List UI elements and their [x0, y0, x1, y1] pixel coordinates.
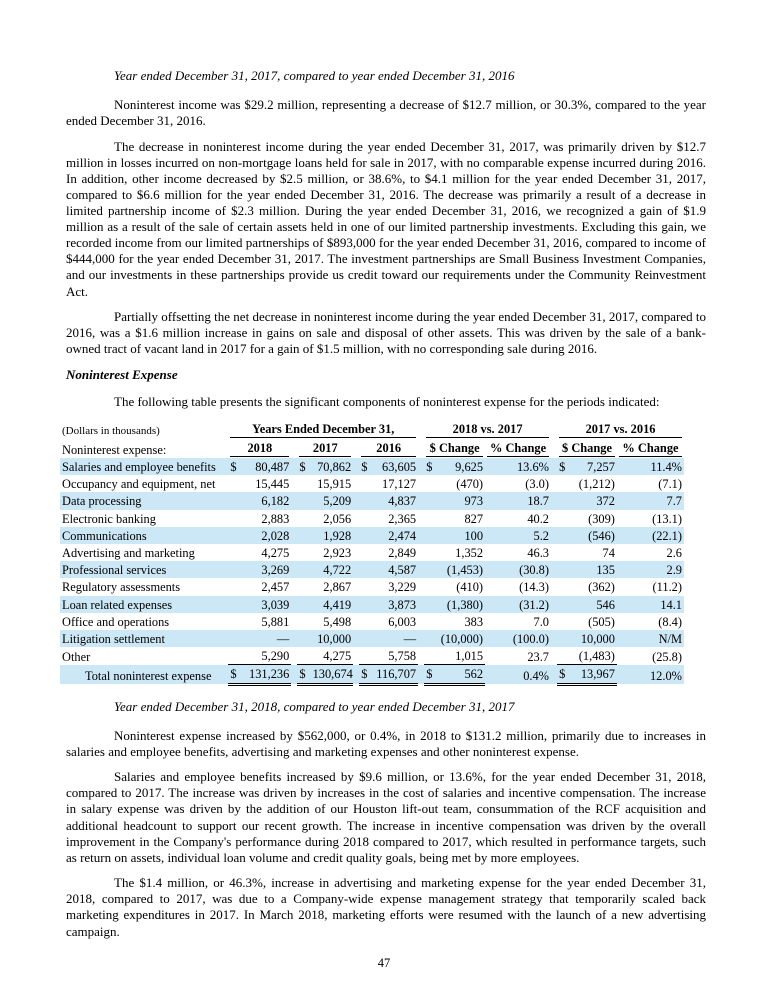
paragraph-advertising-increase: The $1.4 million, or 46.3%, increase in advertising and marketing expense for the year ended December 31, 2018, compared to 2017, was due to a Company-wide expense management strategy that temporarily scaled back marketing expenditures in 2017. In March 2018, marketing efforts were resumed with the launch of a new advertising campaign.: [66, 875, 706, 939]
group-2017-vs-2016-label: 2017 vs. 2016: [559, 422, 682, 438]
dollar-sign: [424, 527, 437, 544]
table-row: [60, 544, 684, 561]
table-row: [60, 613, 684, 630]
col-header-percent-change-1: [485, 439, 551, 458]
cell-dollar-change-1: (1,453): [437, 561, 485, 578]
dollar-sign: [557, 510, 570, 527]
dollar-sign: [297, 630, 310, 647]
row-label: Regulatory assessments: [62, 580, 181, 595]
dollar-sign: [359, 527, 372, 544]
cell-percent-change-2: 2.9: [617, 561, 684, 578]
cell-2017: 1,928: [311, 527, 354, 544]
paragraph-expense-increase: Noninterest expense increased by $562,000, or 0.4%, in 2018 to $131.2 million, primarily due to increases in salaries and employee benefits, advertising and marketing expenses and other noninterest expense.: [66, 727, 706, 759]
col-header-2017: [297, 439, 353, 458]
heading-2018-vs-2017: Year ended December 31, 2018, compared to year ended December 31, 2017: [114, 698, 515, 714]
cell-2017: 2,923: [323, 545, 352, 560]
cell-percent-change-2: (11.2): [652, 580, 682, 595]
cell-dollar-change-1: 9,625: [437, 458, 485, 475]
cell-percent-change-1: (100.0): [485, 630, 551, 647]
dollar-sign: [228, 561, 241, 578]
cell-2018: 2,457: [261, 580, 290, 595]
cell-2018: 4,275: [261, 545, 290, 560]
cell-dollar-change-2: (546): [570, 527, 617, 544]
row-label: Occupancy and equipment, net: [62, 477, 216, 492]
cell-dollar-change-1: 383: [464, 614, 484, 629]
cell-dollar-change-1: 1,015: [437, 647, 485, 665]
dollar-change-label: $ Change: [426, 441, 483, 457]
row-label: Data processing: [60, 492, 228, 509]
table-row: [60, 527, 684, 544]
dollar-sign: $: [359, 458, 372, 475]
paragraph-decrease-detail: The decrease in noninterest income during the year ended December 31, 2017, was primarily driven by $12.7 million in losses incurred on non-mortgage loans held for sale in 2017, with no comparable expense incurred during 2016. In addition, other income decreased by $2.5 million, or 38.6%, to $4.1 million for the year ended December 31, 2017, compared to $6.6 million for the year ended December 31, 2016. The decrease was primarily a result of a decrease in limited partnership income of $2.3 million. During the year ended December 31, 2016, we recognized a gain of $1.9 million as a result of the sale of certain assets held in one of our limited partnership investments. Excluding this gain, we recorded income from our limited partnerships of $893,000 for the year ended December 31, 2016, compared to income of $444,000 for the year ended December 31, 2017. The investment partnerships are Small Business Investment Companies, and our investments in these partnerships provide us credit toward our requirements under the Community Reinvestment Act.: [66, 138, 706, 299]
cell-2016: 63,605: [372, 458, 418, 475]
dollar-sign: [228, 596, 241, 613]
cell-2016: 3,229: [388, 580, 417, 595]
cell-percent-change-1: 5.2: [485, 527, 551, 544]
table-row: [60, 492, 684, 509]
dollar-sign: [228, 647, 241, 665]
cell-percent-change-2: (13.1): [652, 511, 682, 526]
paragraph-salaries-increase: Salaries and employee benefits increased by $9.6 million, or 13.6%, for the year ended December 31, 2018, compared to 2017. The increase was driven by increases in the cost of salaries and incentive compensation. The increase in salary expense was driven by the addition of our Houston lift-out team, consummation of the RCF acquisition and additional headcount to support our recent growth. The increase in incentive compensation was driven by the overall improvement in the Company's performance during 2018 compared to 2017, which resulted in performance targets, such as return on assets, individual loan volume and credit quality goals, being met by more employees.: [66, 769, 706, 865]
dollar-sign: [359, 630, 372, 647]
dollar-sign: [359, 544, 372, 561]
cell-2018: 5,290: [242, 647, 292, 665]
cell-2017: 130,674: [311, 665, 354, 684]
dollar-sign: [359, 613, 372, 630]
cell-2018: 3,039: [242, 596, 292, 613]
dollar-sign: [424, 561, 437, 578]
cell-dollar-change-1: (410): [456, 580, 484, 595]
percent-change-label: % Change: [619, 441, 682, 457]
dollar-sign: [557, 475, 570, 492]
row-label: Other: [62, 649, 91, 664]
dollar-sign: [297, 544, 310, 561]
cell-2017: 70,862: [311, 458, 354, 475]
cell-2016: —: [372, 630, 418, 647]
cell-2016: 116,707: [372, 665, 418, 684]
dollar-sign: [424, 647, 437, 665]
dollar-sign: [557, 492, 570, 509]
dollar-sign: [297, 492, 310, 509]
dollar-sign: [228, 475, 241, 492]
dollar-sign: [228, 492, 241, 509]
cell-2016: 2,849: [388, 545, 417, 560]
cell-2017: 5,498: [323, 614, 352, 629]
dollar-sign: $: [557, 665, 570, 684]
paragraph-partial-offset: Partially offsetting the net decrease in noninterest income during the year ended December 31, 2017, compared to 2016, was a $1.6 million increase in gains on sale and disposal of other assets. This was driven by the sale of a bank-owned tract of vacant land in 2017 for a gain of $1.5 million, with no corresponding sale during 2016.: [66, 309, 706, 357]
cell-dollar-change-2: (1,212): [578, 477, 615, 492]
dollar-sign: $: [424, 458, 437, 475]
cell-2018: 2,883: [261, 511, 290, 526]
table-row: [60, 510, 684, 527]
cell-2018: 15,445: [255, 477, 290, 492]
cell-percent-change-2: 12.0%: [617, 665, 684, 684]
cell-2018: 6,182: [242, 492, 292, 509]
cell-2016: 4,837: [372, 492, 418, 509]
table-row: [60, 578, 684, 595]
cell-dollar-change-2: 7,257: [570, 458, 617, 475]
cell-2018: 2,028: [242, 527, 292, 544]
cell-2018: 131,236: [242, 665, 292, 684]
cell-dollar-change-2: 546: [570, 596, 617, 613]
paragraph-table-intro: The following table presents the significant components of noninterest expense for the periods indicated:: [114, 393, 660, 409]
dollar-sign: [424, 492, 437, 509]
noninterest-expense-table: [60, 420, 684, 686]
table-note: (Dollars in thousands): [62, 424, 160, 437]
page-content: [62, 68, 706, 949]
col-header-dollar-change-2: [557, 439, 617, 458]
cell-2016: 2,474: [372, 527, 418, 544]
cell-dollar-change-2: 13,967: [570, 665, 617, 684]
dollar-sign: [297, 510, 310, 527]
cell-dollar-change-1: (1,380): [437, 596, 485, 613]
col-header-2016: [359, 439, 418, 458]
dollar-sign: [424, 544, 437, 561]
dollar-sign: [557, 578, 570, 595]
cell-2016: 2,365: [388, 511, 417, 526]
table-row: [60, 458, 684, 475]
dollar-sign: [297, 527, 310, 544]
page-number: 47: [377, 956, 391, 970]
table-row: [60, 596, 684, 613]
group-years-label: Years Ended December 31,: [230, 422, 416, 438]
dollar-sign: $: [557, 458, 570, 475]
dollar-sign: [359, 510, 372, 527]
cell-2016: 3,873: [372, 596, 418, 613]
cell-2017: 2,867: [323, 580, 352, 595]
row-label: Office and operations: [62, 614, 170, 629]
cell-2017: 5,209: [311, 492, 354, 509]
cell-percent-change-1: 0.4%: [485, 665, 551, 684]
dollar-sign: [359, 647, 372, 665]
row-label: Professional services: [60, 561, 228, 578]
cell-2018: 5,881: [261, 614, 290, 629]
dollar-sign: [424, 510, 437, 527]
dollar-sign: [297, 561, 310, 578]
table-column-header-row: [60, 439, 684, 458]
cell-percent-change-2: 11.4%: [617, 458, 684, 475]
cell-percent-change-1: 46.3: [527, 545, 549, 560]
cell-dollar-change-2: 74: [602, 545, 615, 560]
table-group-header-row: [60, 420, 684, 439]
cell-dollar-change-2: (362): [588, 580, 615, 595]
cell-dollar-change-1: 1,352: [455, 545, 484, 560]
table-row: [60, 647, 684, 665]
cell-percent-change-2: N/M: [617, 630, 684, 647]
dollar-sign: $: [228, 458, 241, 475]
cell-dollar-change-2: 372: [570, 492, 617, 509]
table-row: [60, 475, 684, 492]
dollar-sign: $: [228, 665, 241, 684]
row-label: Advertising and marketing: [62, 545, 195, 560]
cell-percent-change-2: (7.1): [658, 477, 682, 492]
dollar-sign: [557, 630, 570, 647]
cell-dollar-change-2: 135: [570, 561, 617, 578]
dollar-sign: [424, 596, 437, 613]
cell-2017: 15,915: [317, 477, 352, 492]
dollar-sign: $: [424, 665, 437, 684]
col-header-2018: [228, 439, 291, 458]
dollar-sign: [297, 647, 310, 665]
row-label: Salaries and employee benefits: [60, 458, 228, 475]
heading-2017-vs-2016: Year ended December 31, 2017, compared to year ended December 31, 2016: [114, 68, 515, 83]
dollar-change-label: $ Change: [559, 441, 615, 457]
dollar-sign: [228, 630, 241, 647]
group-2017-vs-2016-header: [557, 420, 684, 439]
cell-percent-change-2: 14.1: [617, 596, 684, 613]
dollar-sign: [228, 510, 241, 527]
cell-dollar-change-1: 100: [437, 527, 485, 544]
dollar-sign: [228, 613, 241, 630]
cell-dollar-change-2: 10,000: [570, 630, 617, 647]
cell-2018: 80,487: [242, 458, 292, 475]
group-years-header: [228, 420, 418, 439]
dollar-sign: $: [297, 665, 310, 684]
row-label-header: Noninterest expense:: [62, 442, 167, 457]
cell-dollar-change-1: 827: [464, 511, 484, 526]
cell-2016: 5,758: [372, 647, 418, 665]
year-2018-label: 2018: [230, 441, 289, 457]
cell-2017: 4,419: [311, 596, 354, 613]
row-label: Loan related expenses: [60, 596, 228, 613]
cell-percent-change-2: 2.6: [666, 545, 682, 560]
dollar-sign: $: [297, 458, 310, 475]
dollar-sign: [297, 578, 310, 595]
dollar-sign: [359, 596, 372, 613]
dollar-sign: [297, 613, 310, 630]
cell-2017: 10,000: [311, 630, 354, 647]
cell-dollar-change-1: 562: [437, 665, 485, 684]
col-header-percent-change-2: [617, 439, 684, 458]
row-label: Litigation settlement: [60, 630, 228, 647]
dollar-sign: [424, 578, 437, 595]
cell-2016: 17,127: [382, 477, 417, 492]
table-row: [60, 630, 684, 647]
cell-percent-change-2: (22.1): [617, 527, 684, 544]
dollar-sign: [228, 544, 241, 561]
cell-percent-change-1: 7.0: [533, 614, 549, 629]
group-2018-vs-2017-header: [424, 420, 551, 439]
cell-2017: 4,275: [311, 647, 354, 665]
cell-2018: 3,269: [242, 561, 292, 578]
cell-dollar-change-1: (470): [456, 477, 484, 492]
table-row: [60, 561, 684, 578]
cell-2016: 6,003: [388, 614, 417, 629]
cell-percent-change-1: (14.3): [519, 580, 549, 595]
heading-noninterest-expense: Noninterest Expense: [66, 366, 178, 382]
cell-percent-change-1: 23.7: [527, 649, 549, 664]
cell-percent-change-1: 18.7: [485, 492, 551, 509]
dollar-sign: [557, 544, 570, 561]
dollar-sign: [359, 475, 372, 492]
cell-percent-change-2: 7.7: [617, 492, 684, 509]
cell-dollar-change-1: 973: [437, 492, 485, 509]
cell-2017: 2,056: [323, 511, 352, 526]
year-2017-label: 2017: [299, 441, 351, 457]
cell-percent-change-1: (3.0): [525, 477, 549, 492]
col-header-dollar-change-1: [424, 439, 485, 458]
dollar-sign: [557, 613, 570, 630]
cell-percent-change-1: (31.2): [485, 596, 551, 613]
cell-percent-change-2: (25.8): [652, 649, 682, 664]
dollar-sign: [424, 613, 437, 630]
dollar-sign: [424, 475, 437, 492]
cell-percent-change-1: 13.6%: [485, 458, 551, 475]
dollar-sign: [359, 578, 372, 595]
dollar-sign: [557, 647, 570, 665]
cell-percent-change-1: (30.8): [485, 561, 551, 578]
dollar-sign: [557, 527, 570, 544]
dollar-sign: [557, 596, 570, 613]
dollar-sign: $: [359, 665, 372, 684]
paragraph-noninterest-income: Noninterest income was $29.2 million, representing a decrease of $12.7 million, or 30.3%, compared to the year ended December 31, 2016.: [66, 97, 706, 129]
cell-dollar-change-2: (505): [588, 614, 615, 629]
cell-dollar-change-2: (309): [588, 511, 615, 526]
group-2018-vs-2017-label: 2018 vs. 2017: [426, 422, 549, 438]
cell-2017: 4,722: [311, 561, 354, 578]
cell-dollar-change-1: (10,000): [437, 630, 485, 647]
cell-2018: —: [242, 630, 292, 647]
dollar-sign: [297, 475, 310, 492]
cell-2016: 4,587: [372, 561, 418, 578]
cell-percent-change-2: (8.4): [658, 614, 682, 629]
dollar-sign: [359, 492, 372, 509]
cell-dollar-change-2: (1,483): [570, 647, 617, 665]
dollar-sign: [424, 630, 437, 647]
row-label: Communications: [60, 527, 228, 544]
row-label: Electronic banking: [62, 511, 156, 526]
table-total-row: [60, 665, 684, 684]
dollar-sign: [297, 596, 310, 613]
cell-percent-change-1: 40.2: [527, 511, 549, 526]
dollar-sign: [228, 527, 241, 544]
dollar-sign: [557, 561, 570, 578]
dollar-sign: [228, 578, 241, 595]
year-2016-label: 2016: [361, 441, 416, 457]
percent-change-label: % Change: [487, 441, 549, 457]
dollar-sign: [359, 561, 372, 578]
row-label: Total noninterest expense: [60, 665, 228, 684]
